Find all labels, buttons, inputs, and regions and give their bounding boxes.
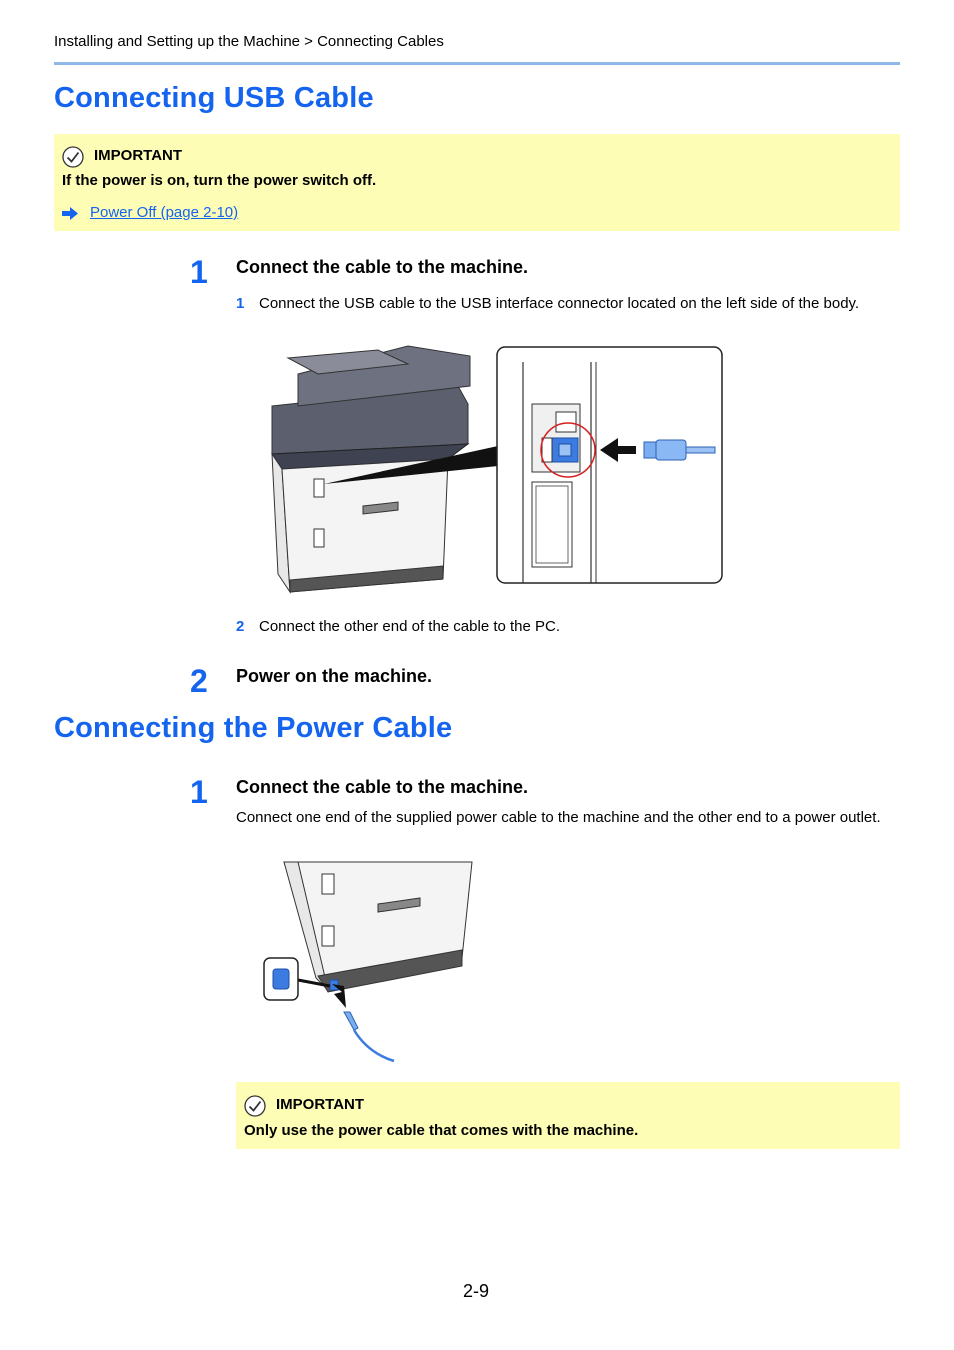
section-title-power: Connecting the Power Cable	[54, 712, 453, 744]
important-text: If the power is on, turn the power switch off.	[62, 172, 377, 189]
substep-number: 2	[236, 618, 245, 635]
step-title: Connect the cable to the machine.	[236, 777, 529, 797]
step-number: 2	[190, 663, 208, 699]
check-circle-icon	[244, 1095, 266, 1117]
step-number: 1	[190, 254, 208, 290]
power-off-link[interactable]: Power Off (page 2-10)	[90, 204, 239, 221]
substep-text: Connect the other end of the cable to the PC.	[259, 618, 561, 635]
header-rule	[54, 62, 900, 65]
substep-text: Connect the USB cable to the USB interface connector located on the left side of the body.	[259, 295, 860, 312]
substep-number: 1	[236, 295, 245, 312]
breadcrumb: Installing and Setting up the Machine > Connecting Cables	[54, 33, 444, 50]
important-box-power	[236, 1082, 900, 1149]
page-number: 2-9	[463, 1281, 490, 1301]
arrow-right-icon	[62, 207, 78, 220]
step-text: Connect one end of the supplied power cable to the machine and the other end to a power outlet.	[236, 809, 881, 826]
important-box-usb	[54, 134, 900, 231]
step-title: Power on the machine.	[236, 666, 433, 686]
power-connection-illustration	[258, 858, 478, 1064]
step-title: Connect the cable to the machine.	[236, 257, 529, 277]
step-number: 1	[190, 774, 208, 810]
section-title-usb: Connecting USB Cable	[54, 82, 374, 114]
check-circle-icon	[62, 146, 84, 168]
important-label: IMPORTANT	[94, 147, 183, 164]
important-label: IMPORTANT	[276, 1096, 365, 1113]
usb-connection-illustration	[258, 334, 728, 594]
important-text: Only use the power cable that comes with the machine.	[244, 1122, 639, 1139]
printer-rear-illustration	[284, 862, 472, 992]
